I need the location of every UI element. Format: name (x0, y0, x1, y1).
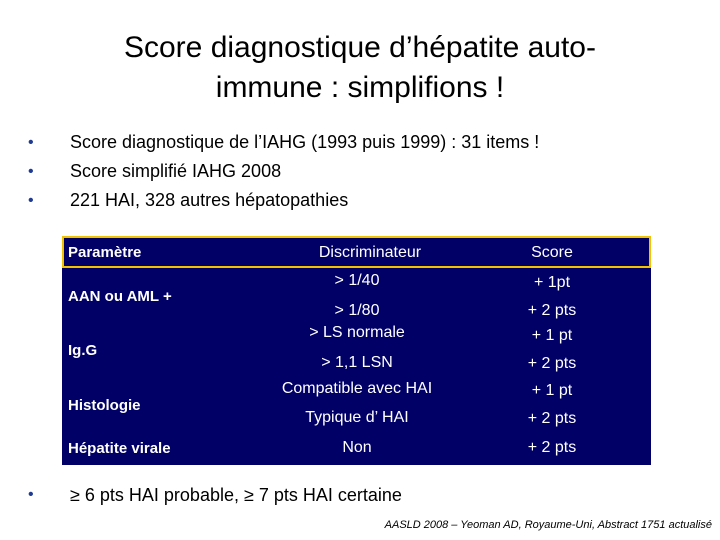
discriminateur-cell: > 1/40 (334, 272, 380, 289)
bullet-marker: • (28, 134, 34, 151)
title-line-1: Score diagnostique d’hépatite auto- (123, 31, 596, 64)
score-cell: + 2 pts (527, 302, 577, 319)
header-parametre: Paramètre (68, 244, 142, 261)
header-score: Score (531, 244, 573, 261)
bullet-item (28, 186, 708, 215)
discriminateur-cell: Compatible avec HAI (281, 380, 433, 397)
score-cell: + 2 pts (527, 355, 577, 372)
bullet-item (28, 128, 708, 157)
discriminateur-cell: Non (342, 439, 372, 456)
param-aan-aml: AAN ou AML + (68, 288, 172, 305)
score-table (62, 236, 651, 465)
bullet-marker: • (28, 486, 34, 503)
bullet-marker: • (28, 163, 34, 180)
discriminateur-cell: > 1,1 LSN (321, 354, 393, 371)
discriminateur-cell: > LS normale (309, 324, 405, 341)
conclusion-text: ≥ 6 pts HAI probable, ≥ 7 pts HAI certaine (70, 485, 402, 505)
bullet-text: Score diagnostique de l’IAHG (1993 puis 1999) : 31 items ! (70, 132, 540, 152)
score-cell: + 1 pt (531, 327, 573, 344)
reference-citation: AASLD 2008 – Yeoman AD, Royaume-Uni, Abstract 1751 actualisé (384, 519, 712, 531)
bullet-marker: • (28, 192, 34, 209)
param-hepatite-virale: Hépatite virale (68, 440, 171, 457)
score-cell: + 1 pt (531, 382, 573, 399)
bullet-item (28, 157, 708, 186)
score-cell: + 2 pts (527, 410, 577, 427)
param-igg: Ig.G (68, 342, 98, 359)
slide-title (60, 28, 660, 108)
discriminateur-cell: Typique d’ HAI (305, 409, 409, 426)
bullet-text: 221 HAI, 328 autres hépatopathies (70, 190, 349, 210)
bullet-list (28, 128, 708, 215)
score-cell: + 2 pts (527, 439, 577, 456)
conclusion-bullet (28, 482, 402, 508)
score-cell: + 1pt (533, 274, 571, 291)
title-line-2: immune : simplifions ! (215, 71, 505, 104)
bullet-text: Score simplifié IAHG 2008 (70, 161, 282, 181)
param-histologie: Histologie (68, 397, 141, 414)
header-discriminateur: Discriminateur (318, 244, 422, 261)
discriminateur-cell: > 1/80 (334, 302, 380, 319)
